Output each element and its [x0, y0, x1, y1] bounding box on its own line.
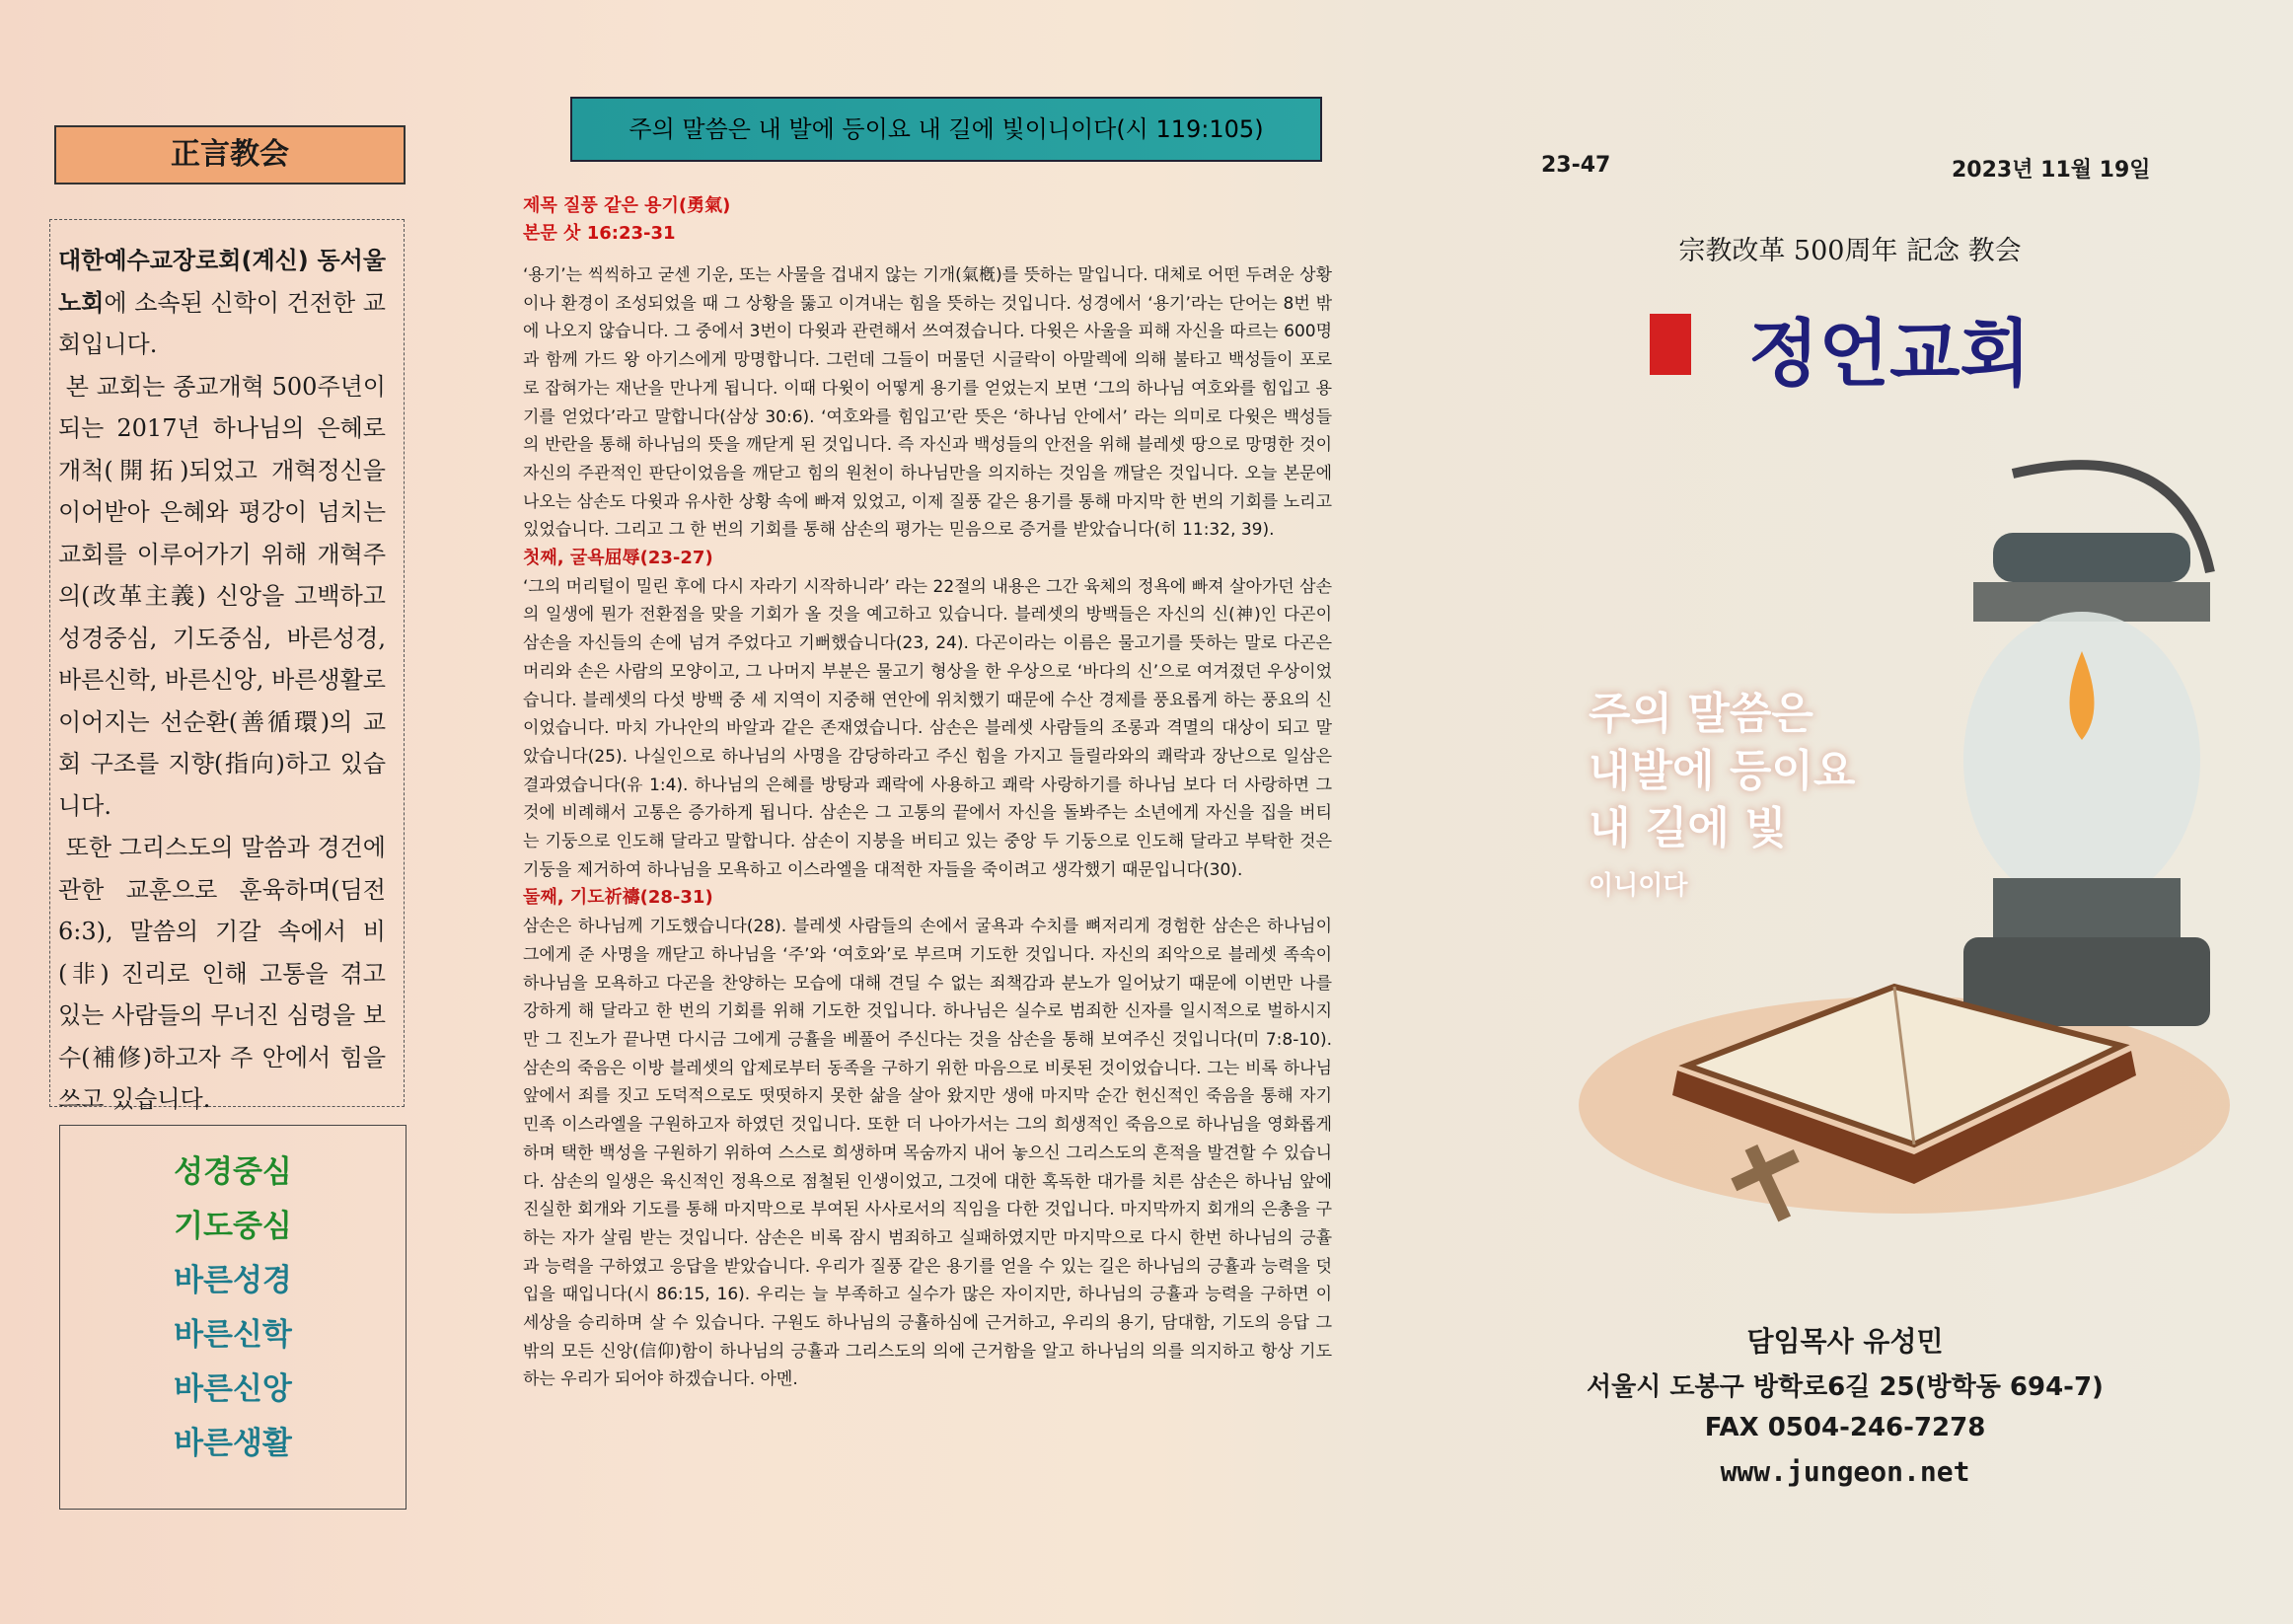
- pastor: 담임목사 유성민: [1746, 1325, 1944, 1358]
- fax: FAX 0504-246-7278: [1704, 1413, 1986, 1442]
- intro-1: 에 소속된 신학이 건전한 교회입니다.: [58, 288, 386, 358]
- value-item: 바른성경: [174, 1263, 292, 1298]
- church-logo-icon: [1650, 314, 1691, 375]
- address: 서울시 도봉구 방학로6길 25(방학동 694-7): [1587, 1372, 2104, 1402]
- verse-banner: 주의 말씀은 내 발에 등이요 내 길에 빛이니이다(시 119:105): [570, 97, 1322, 162]
- issue-number: 23-47: [1541, 153, 1611, 178]
- value-item: 바른신앙: [174, 1371, 292, 1407]
- sermon-paragraph: 삼손은 하나님께 기도했습니다(28). 블레셋 사람들의 손에서 굴욕과 수치를 뼈저리게 경험한 삼손은 하나님이 그에게 준 사명을 깨닫고 하나님을 ‘주’와 ‘여호와’로 부르며 기도한 것입니다. 자신의 죄악으로 블레셋 족속이 하나님을 모욕하고 다곤을 찬양하는 모습에 대해 견딜 수 없는 죄책감과 분노가 일어났기 때문에 이번만 나를 강하게 해 달라고 한 번의 기회를 위해 기도한 것입니다. 하나님은 실수로 범죄한 신자를 일시적으로 벌하시지만 그 진노가 끝나면 다시금 그에게 긍휼을 베풀어 주신다는 것을 삼손을 통해 보여주신 것입니다(미 7:8-10). 삼손의 죽음은 이방 블레셋의 압제로부터 동족을 구하기 위한 마음으로 비롯된 것이었습니다. 그는 비록 하나님 앞에서 죄를 짓고 도덕적으로도 떳떳하지 못한 삶을 살아 왔지만 생애 마지막 순간 헌신적인 죽음을 통해 자기 민족 이스라엘을 구원하고자 하였던 것입니다. 또한 더 나아가서는 그의 희생적인 죽음으로 하나님을 영화롭게 하며 택한 백성을 구원하기 위하여 스스로 희생하며 목숨까지 내어 놓으신 그리스도의 흔적을 발견할 수 있습니다. 삼손의 일생은 육신적인 정욕으로 점철된 인생이었고, 그것에 대한 혹독한 대가를 치른 삼손은 하나님 앞에 진실한 회개와 기도를 통해 마지막으로 부여된 사사로서의 직임을 다한 것입니다. 마지막까지 회개의 은총을 구하는 자가 살림 받는 것입니다. 삼손은 비록 잠시 범죄하고 실패하였지만 마지막으로 다시 한번 하나님의 긍휼과 능력을 구하였고 응답을 받았습니다. 우리가 질풍 같은 용기를 얻을 수 있는 길은 하나님의 긍휼과 능력을 덧입을 때입니다(시 86:15, 16). 우리는 늘 부족하고 실수가 많은 자이지만, 하나님의 긍휼과 능력을 구하면 이 세상을 승리하며 살 수 있습니다. 구원도 하나님의 긍휼하심에 근거하고, 우리의 용기, 담대함, 기도의 응답 그 밖의 모든 신앙(信仰)함이 하나님의 긍휼과 그리스도의 의에 근거함을 알고 하나님의 의를 의지하고 항상 기도하는 우리가 되어야 하겠습니다. 아멘.: [523, 917, 1332, 1390]
- left-title: 正言教会: [54, 125, 406, 185]
- sermon-text: 본문 삿 16:23-31: [523, 223, 676, 244]
- section-heading: 첫째, 굴욕屈辱(23-27): [523, 548, 713, 569]
- art-line: 주의 말씀은: [1589, 689, 1813, 739]
- sermon: [523, 192, 1332, 1394]
- intro-3: 또한 그리스도의 말씀과 경건에 관한 교훈으로 훈육하며(딤전 6:3), 말씀의 기갈 속에서 비(非) 진리로 인해 고통을 겪고 있는 사람들의 무너진 심령을 보수(補修)하고자 주 안에서 힘을 쓰고 있습니다.: [58, 834, 386, 1113]
- website: www.jungeon.net: [1720, 1455, 1970, 1488]
- reform-anniversary: 宗教改革 500周年 記念 教会: [1678, 236, 2022, 266]
- illustration-verse: [1589, 686, 1875, 915]
- section-heading: 둘째, 기도祈禱(28-31): [523, 887, 713, 909]
- sermon-title: 제목 질풍 같은 용기(勇氣): [523, 195, 731, 216]
- value-item: 바른생활: [174, 1426, 292, 1461]
- art-line: 이니이다: [1589, 871, 1688, 901]
- art-line: 내발에 등이요: [1589, 746, 1856, 796]
- intro-bold: 대한예수교장로회(계신) 동서울 노회: [58, 247, 386, 317]
- sermon-paragraph: ‘용기’는 씩씩하고 굳센 기운, 또는 사물을 겁내지 않는 기개(氣槪)를 뜻하는 말입니다. 대체로 어떤 두려운 상황이나 환경이 조성되었을 때 그 상황을 뚫고 이겨내는 힘을 뜻하는 것입니다. 성경에서 ‘용기’라는 단어는 8번 밖에 나오지 않습니다. 그 중에서 3번이 다윗과 관련해서 쓰여졌습니다. 다윗은 사울을 피해 자신을 따르는 600명과 함께 가드 왕 아기스에게 망명합니다. 그런데 그들이 머물던 시글락이 아말렉에 의해 불타고 백성들이 포로로 잡혀가는 재난을 만나게 됩니다. 이때 다윗이 어떻게 용기를 얻었는지 보면 ‘그의 하나님 여호와를 힘입고 용기를 얻었다’라고 말합니다(삼상 30:6). ‘여호와를 힘입고’란 뜻은 ‘하나님 안에서’ 라는 의미로 다윗은 백성들의 반란을 통해 하나님의 뜻을 깨닫게 된 것입니다. 즉 자신과 백성들의 안전을 위해 블레셋 땅으로 망명한 것이 자신의 주관적인 판단이었음을 깨닫고 힘의 원천이 하나님만을 의지하는 것임을 깨달은 것입니다. 오늘 본문에 나오는 삼손도 다윗과 유사한 상황 속에 빠져 있었고, 이제 질풍 같은 용기를 통해 마지막 한 번의 기회를 노리고 있었습니다. 그리고 그 한 번의 기회를 통해 삼손의 평가는 믿음으로 증거를 받았습니다(히 11:32, 39).: [523, 265, 1332, 541]
- church-name: 정언교회: [1748, 312, 2031, 397]
- church-intro-box: [49, 219, 405, 1122]
- church-intro: [49, 219, 405, 1113]
- intro-2: 본 교회는 종교개혁 500주년이 되는 2017년 하나님의 은혜로 개척(開拓)되었고 개혁정신을 이어받아 은혜와 평강이 넘치는 교회를 이루어가기 위해 개혁주의(改革主義) 신앙을 고백하고 성경중심, 기도중심, 바른성경, 바른신학, 바른신앙, 바른생활로 이어지는 선순환(善循環)의 교회 구조를 지향(指向)하고 있습니다.: [58, 372, 386, 820]
- core-values: [59, 1125, 407, 1510]
- value-item: 기도중심: [174, 1209, 292, 1244]
- issue-date: 2023년 11월 19일: [1952, 158, 2151, 183]
- value-item: 바른신학: [174, 1317, 292, 1353]
- sermon-paragraph: ‘그의 머리털이 밀린 후에 다시 자라기 시작하니라’ 라는 22절의 내용은 그간 육체의 정욕에 빠져 살아가던 삼손의 일생에 뭔가 전환점을 맞을 기회가 올 것을 예고하고 있습니다. 블레셋의 방백들은 자신의 신(神)인 다곤이 삼손을 자신들의 손에 넘겨 주었다고 기뻐했습니다(23, 24). 다곤이라는 이름은 물고기를 뜻하는 말로 다곤은 머리와 손은 사람의 모양이고, 그 나머지 부분은 물고기 형상을 한 우상으로 ‘바다의 신’으로 여겨졌던 우상이었습니다. 블레셋의 다섯 방백 중 세 지역이 지중해 연안에 위치했기 때문에 수산 경제를 풍요롭게 하는 풍요의 신이었습니다. 마치 가나안의 바알과 같은 존재였습니다. 삼손은 블레셋 사람들의 조롱과 격멸의 대상이 되고 말았습니다(25). 나실인으로 하나님의 사명을 감당하라고 주신 힘을 가지고 들릴라와의 쾌락과 장난으로 일삼은 결과였습니다(유 1:4). 하나님의 은혜를 방탕과 쾌락에 사용하고 쾌락 사랑하기를 하나님 보다 더 사랑하면 그것에 비례해서 고통은 증가하게 됩니다. 삼손은 그 고통의 끝에서 자신을 돌봐주는 소년에게 자신을 집을 버티는 기둥으로 인도해 달라고 말합니다. 삼손이 지붕을 버티고 있는 중앙 두 기둥으로 인도해 달라고 부탁한 것은 기둥을 제거하여 하나님을 모욕하고 이스라엘을 대적한 자들을 죽이려고 생각했기 때문입니다(30).: [523, 576, 1332, 880]
- art-line: 내 길에 빛: [1589, 803, 1787, 853]
- value-item: 성경중심: [174, 1154, 292, 1190]
